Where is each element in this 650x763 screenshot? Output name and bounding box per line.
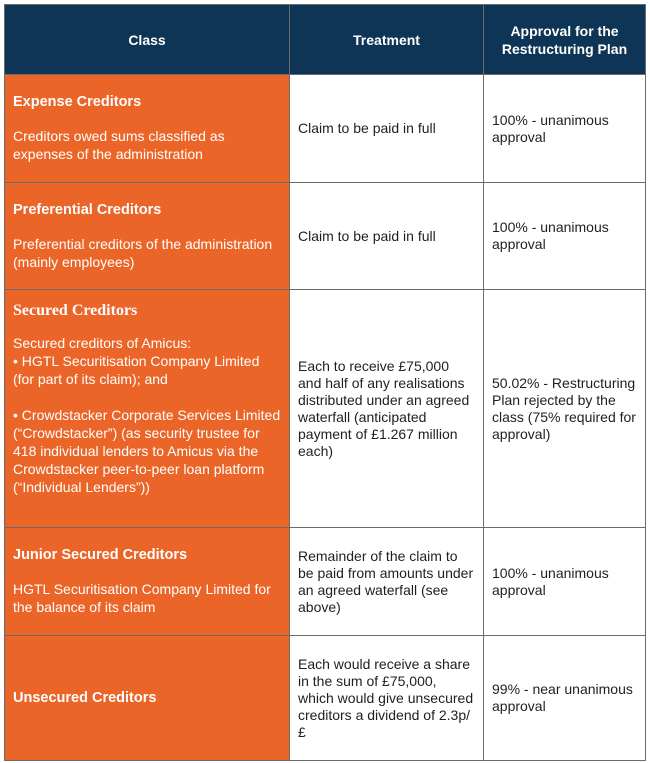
table-row-unsecured-creditors xyxy=(5,636,646,761)
class-description: Secured creditors of Amicus: xyxy=(13,335,192,351)
approval-cell: 100% - unanimous approval xyxy=(484,75,646,183)
header-treatment: Treatment xyxy=(290,5,484,75)
table-row-expense-creditors xyxy=(5,75,646,183)
class-cell xyxy=(5,290,290,528)
treatment-cell: Each to receive £75,000 and half of any realisations distributed under an agreed waterfall (anticipated payment of £1.267 million each) xyxy=(290,290,484,528)
table-row-preferential-creditors xyxy=(5,183,646,290)
creditor-classes-table xyxy=(4,4,646,761)
class-cell xyxy=(5,528,290,636)
class-title: Expense Creditors xyxy=(13,94,142,110)
class-description: Preferential creditors of the administration (mainly employees) xyxy=(13,236,273,270)
table-header-row xyxy=(5,5,646,75)
class-cell xyxy=(5,75,290,183)
class-title: Junior Secured Creditors xyxy=(13,547,188,563)
treatment-cell: Each would receive a share in the sum of £75,000, which would give unsecured creditors a dividend of 2.3p/£ xyxy=(290,636,484,761)
treatment-cell: Claim to be paid in full xyxy=(290,183,484,290)
header-class: Class xyxy=(5,5,290,75)
table-row-secured-creditors xyxy=(5,290,646,528)
approval-cell: 100% - unanimous approval xyxy=(484,528,646,636)
treatment-cell: Claim to be paid in full xyxy=(290,75,484,183)
table-row-junior-secured-creditors xyxy=(5,528,646,636)
header-approval xyxy=(484,5,646,75)
treatment-cell: Remainder of the claim to be paid from amounts under an agreed waterfall (see above) xyxy=(290,528,484,636)
class-cell xyxy=(5,636,290,761)
list-item: • HGTL Securitisation Company Limited (for part of its claim); and xyxy=(13,353,260,387)
class-cell xyxy=(5,183,290,290)
class-title: Unsecured Creditors xyxy=(13,690,157,706)
header-approval-line2: Restructuring Plan xyxy=(501,40,628,57)
approval-cell: 100% - unanimous approval xyxy=(484,183,646,290)
class-description: Creditors owed sums classified as expenses of the administration xyxy=(13,128,225,162)
header-approval-line1: Approval for the xyxy=(510,22,619,39)
class-title: Secured Creditors xyxy=(13,302,138,319)
class-title: Preferential Creditors xyxy=(13,202,162,218)
approval-cell: 99% - near unanimous approval xyxy=(484,636,646,761)
approval-cell: 50.02% - Restructuring Plan rejected by the class (75% required for approval) xyxy=(484,290,646,528)
list-item: • Crowdstacker Corporate Services Limited (“Crowdstacker”) (as security trustee for 418 individual lenders to Amicus via the Crowdstacker peer-to-peer loan platform (“Individual Lenders”)) xyxy=(13,407,281,495)
class-description: HGTL Securitisation Company Limited for the balance of its claim xyxy=(13,581,271,615)
